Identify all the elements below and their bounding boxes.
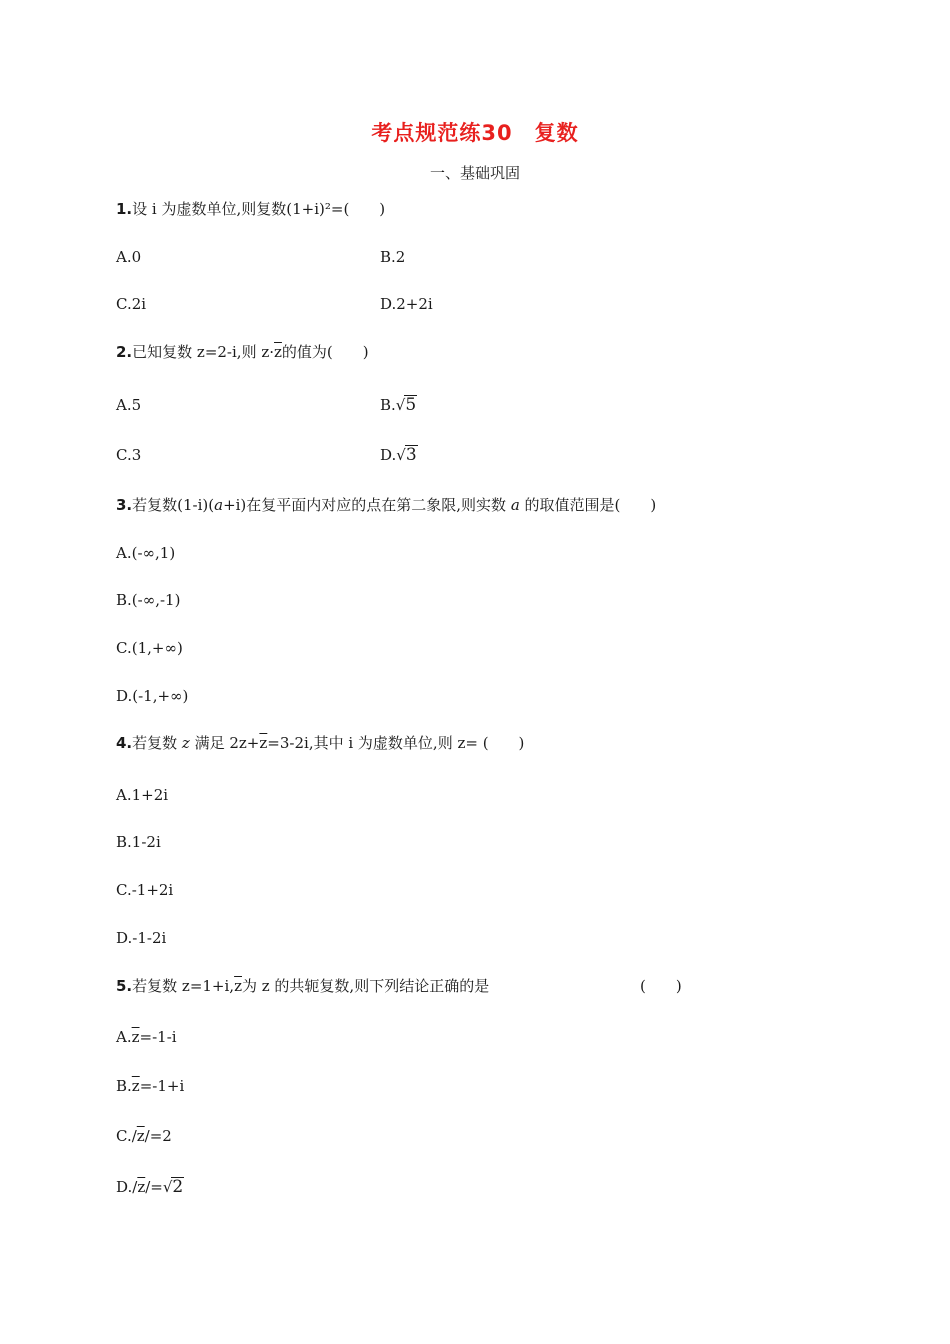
question-stem: 设 i 为虚数单位,则复数(1+i)²=( ) xyxy=(132,200,386,218)
question-stem: 的值为( ) xyxy=(281,343,369,361)
conjugate-symbol: $\overline{z}$ xyxy=(234,977,242,995)
question-3 xyxy=(116,495,656,515)
option-a: A.5 xyxy=(116,396,142,414)
option-a: A.(-∞,1) xyxy=(116,544,176,562)
conjugate-symbol: $\overline{z}$ xyxy=(259,734,268,752)
sqrt-sign: √ xyxy=(395,396,406,414)
option-b: B.2 xyxy=(380,248,406,266)
conjugate-symbol: $\overline{z}$ xyxy=(274,343,282,361)
question-4 xyxy=(116,733,524,753)
question-stem: 若复数(1-i)( xyxy=(132,496,215,514)
option-c: C.2i xyxy=(116,295,147,313)
variable: a xyxy=(214,496,224,514)
conjugate-symbol: $\overline{z}$ xyxy=(136,1127,145,1145)
question-1 xyxy=(116,199,385,219)
question-stem: =3-2i,其中 i 为虚数单位,则 z= ( ) xyxy=(267,734,525,752)
option-c: C.3 xyxy=(116,446,142,464)
question-number: 4. xyxy=(116,734,133,752)
question-number: 2. xyxy=(116,343,133,361)
variable: a xyxy=(510,496,520,514)
option-b: B.1-2i xyxy=(116,833,161,851)
sqrt-sign: √ xyxy=(396,446,406,464)
option-row xyxy=(116,294,433,314)
option-row xyxy=(116,445,417,465)
option-d: D.-1-2i xyxy=(116,929,167,947)
radicand: 5 xyxy=(405,395,417,415)
option-c: $C./\overline{z}/=2$ xyxy=(116,1127,172,1145)
question-stem: 为 z 的共轭复数,则下列结论正确的是 xyxy=(241,977,490,995)
question-stem: 若复数 xyxy=(132,977,182,995)
option-b: B.(-∞,-1) xyxy=(116,591,181,609)
option-a: A.0 xyxy=(116,248,142,266)
question-stem: z=2-i,则 z· xyxy=(196,343,275,361)
conjugate-symbol: $\overline{z}$ xyxy=(137,1178,146,1196)
option-d: D.√3 xyxy=(380,445,417,465)
question-stem: +i)在复平面内对应的点在第二象限,则实数 xyxy=(223,496,511,514)
question-number: 5. xyxy=(116,977,133,995)
option-a: A.1+2i xyxy=(116,786,169,804)
section-heading: 一、基础巩固 xyxy=(429,164,520,182)
question-stem: 满足 2z+ xyxy=(189,734,260,752)
option-c: C.-1+2i xyxy=(116,881,174,899)
sqrt-sign: √ xyxy=(162,1178,173,1196)
question-number: 3. xyxy=(116,496,133,514)
option-c: C.(1,+∞) xyxy=(116,639,183,657)
question-stem: 的取值范围是( ) xyxy=(519,496,657,514)
option-row xyxy=(116,395,417,415)
option-a: $A.\overline{z}=-1-i$ xyxy=(116,1028,177,1046)
conjugate-symbol: $\overline{z}$ xyxy=(131,1077,140,1095)
conjugate-symbol: $\overline{z}$ xyxy=(131,1028,140,1046)
answer-paren: ( ) xyxy=(640,977,682,995)
option-d: D.(-1,+∞) xyxy=(116,687,189,705)
radicand: 3 xyxy=(405,445,417,465)
variable: z xyxy=(181,734,190,752)
question-stem: 已知复数 xyxy=(132,343,197,361)
question-5 xyxy=(116,976,489,996)
option-b: $B.\overline{z}=-1+i$ xyxy=(116,1077,185,1095)
option-row xyxy=(116,247,406,267)
radicand: 2 xyxy=(172,1177,184,1197)
question-stem: z=1+i, xyxy=(181,977,235,995)
option-d: $D./\overline{z}/=√2$ xyxy=(116,1177,184,1197)
option-b: B.√5 xyxy=(380,395,417,415)
question-stem: 若复数 xyxy=(132,734,182,752)
question-2 xyxy=(116,342,369,362)
page-title: 考点规范练30 复数 xyxy=(371,121,579,145)
question-number: 1. xyxy=(116,200,133,218)
option-d: D.2+2i xyxy=(380,295,433,313)
